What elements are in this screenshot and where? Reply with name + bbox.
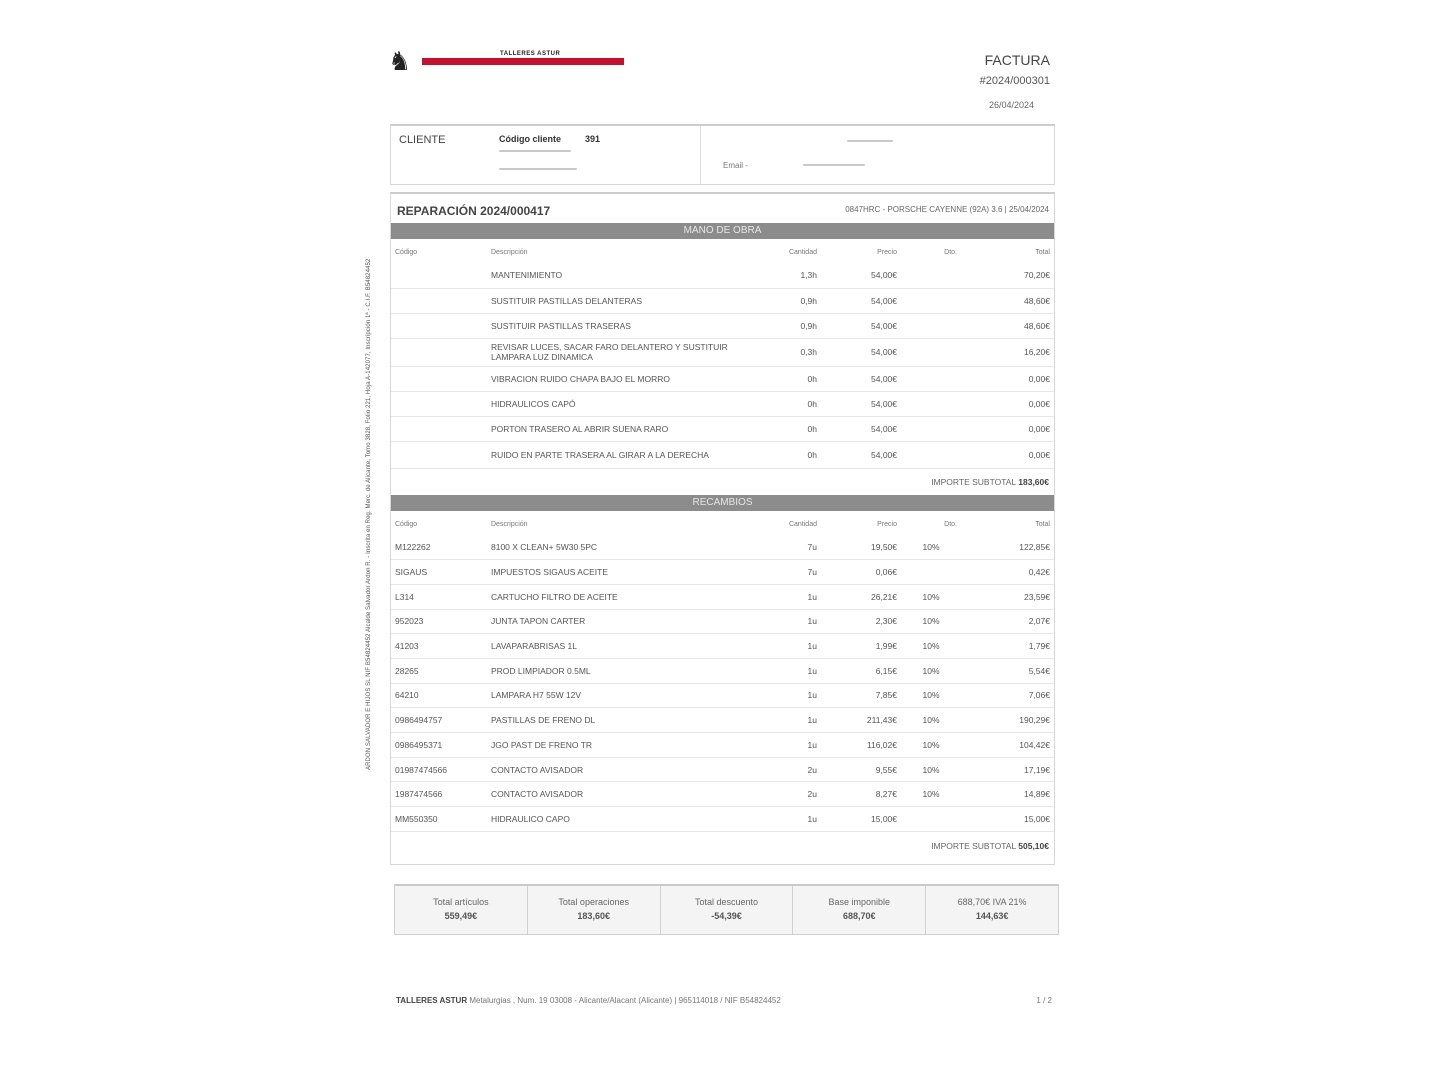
labor-cell-qty: 0h xyxy=(737,391,821,416)
parts-cell-discount: 10% xyxy=(901,634,961,659)
redacted-client-address xyxy=(847,140,893,142)
parts-cell-qty: 7u xyxy=(737,535,821,560)
parts-cell-total: 17,19€ xyxy=(961,757,1054,782)
parts-cell-code: SIGAUS xyxy=(391,560,487,585)
parts-cell-price: 26,21€ xyxy=(821,584,901,609)
parts-cell-code: 64210 xyxy=(391,683,487,708)
footer-address: Metalurgias , Num. 19 03008 - Alicante/Alacant (Alicante) | 965114018 / NIF B54824452 xyxy=(469,996,781,1005)
parts-row xyxy=(391,634,1054,659)
labor-cell-code xyxy=(391,313,487,338)
parts-cell-description: JGO PAST DE FRENO TR xyxy=(487,733,737,758)
labor-row xyxy=(391,391,1054,416)
col-discount: Dto. xyxy=(944,248,957,256)
parts-cell-price: 15,00€ xyxy=(821,807,901,832)
parts-cell-price: 8,27€ xyxy=(821,782,901,807)
labor-cell-discount xyxy=(901,391,961,416)
parts-cell-description: HIDRAULICO CAPO xyxy=(487,807,737,832)
parts-cell-price: 0,06€ xyxy=(821,560,901,585)
parts-cell-qty: 7u xyxy=(737,560,821,585)
labor-cell-qty: 0,9h xyxy=(737,288,821,313)
page-number: 1 / 2 xyxy=(1036,996,1052,1005)
col-code: Código xyxy=(395,248,418,256)
labor-table-header xyxy=(391,241,1054,263)
parts-cell-discount: 10% xyxy=(901,733,961,758)
labor-cell-total: 0,00€ xyxy=(961,391,1054,416)
parts-cell-description: CONTACTO AVISADOR xyxy=(487,757,737,782)
total-label: Total operaciones xyxy=(558,897,629,907)
labor-cell-description: VIBRACION RUIDO CHAPA BAJO EL MORRO xyxy=(487,366,737,391)
labor-section-header: MANO DE OBRA xyxy=(391,223,1054,239)
labor-cell-discount xyxy=(901,338,961,366)
parts-cell-discount xyxy=(901,560,961,585)
labor-cell-code xyxy=(391,441,487,468)
parts-cell-price: 2,30€ xyxy=(821,609,901,634)
labor-subtotal xyxy=(931,477,1049,487)
total-value: 144,63€ xyxy=(975,911,1009,921)
labor-cell-description: REVISAR LUCES, SACAR FARO DELANTERO Y SUSTITUIR LAMPARA LUZ DINAMICA xyxy=(487,338,737,366)
labor-cell-description: SUSTITUIR PASTILLAS TRASERAS xyxy=(487,313,737,338)
parts-cell-qty: 1u xyxy=(737,584,821,609)
parts-cell-total: 1,79€ xyxy=(961,634,1054,659)
parts-cell-code: 0986495371 xyxy=(391,733,487,758)
parts-cell-discount xyxy=(901,807,961,832)
totals-summary xyxy=(394,884,1059,935)
labor-cell-total: 48,60€ xyxy=(961,288,1054,313)
client-code-label: Código cliente xyxy=(499,134,562,144)
parts-subtotal xyxy=(931,841,1049,851)
labor-table xyxy=(391,241,1054,469)
client-email-label: Email - xyxy=(723,161,748,170)
labor-cell-discount xyxy=(901,441,961,468)
labor-cell-qty: 1,3h xyxy=(737,263,821,288)
col-code: Código xyxy=(395,520,418,528)
parts-cell-qty: 1u xyxy=(737,807,821,832)
parts-cell-discount: 10% xyxy=(901,584,961,609)
labor-cell-price: 54,00€ xyxy=(821,263,901,288)
redacted-client-name xyxy=(499,150,571,152)
parts-cell-total: 122,85€ xyxy=(961,535,1054,560)
parts-row xyxy=(391,708,1054,733)
repair-box xyxy=(390,192,1055,865)
invoice-number: #2024/000301 xyxy=(979,75,1050,87)
parts-cell-total: 104,42€ xyxy=(961,733,1054,758)
parts-cell-discount: 10% xyxy=(901,658,961,683)
parts-cell-discount: 10% xyxy=(901,708,961,733)
labor-cell-discount xyxy=(901,313,961,338)
labor-cell-price: 54,00€ xyxy=(821,441,901,468)
labor-cell-description: PORTON TRASERO AL ABRIR SUENA RARO xyxy=(487,416,737,441)
labor-cell-qty: 0,3h xyxy=(737,338,821,366)
parts-cell-discount: 10% xyxy=(901,609,961,634)
col-price: Precio xyxy=(877,248,897,256)
labor-cell-code xyxy=(391,338,487,366)
labor-cell-discount xyxy=(901,263,961,288)
parts-cell-code: 1987474566 xyxy=(391,782,487,807)
total-cell xyxy=(528,886,661,934)
logo-text: TALLERES ASTUR xyxy=(500,51,561,57)
labor-cell-description: RUIDO EN PARTE TRASERA AL GIRAR A LA DERECHA xyxy=(487,441,737,468)
parts-cell-total: 5,54€ xyxy=(961,658,1054,683)
parts-cell-description: IMPUESTOS SIGAUS ACEITE xyxy=(487,560,737,585)
parts-cell-price: 9,55€ xyxy=(821,757,901,782)
parts-table xyxy=(391,513,1054,832)
logo-red-bar xyxy=(422,58,624,65)
labor-row xyxy=(391,441,1054,468)
labor-cell-qty: 0h xyxy=(737,441,821,468)
labor-row xyxy=(391,263,1054,288)
parts-cell-description: JUNTA TAPON CARTER xyxy=(487,609,737,634)
parts-row xyxy=(391,584,1054,609)
labor-cell-code xyxy=(391,391,487,416)
parts-row xyxy=(391,757,1054,782)
labor-cell-qty: 0,9h xyxy=(737,313,821,338)
labor-cell-description: SUSTITUIR PASTILLAS DELANTERAS xyxy=(487,288,737,313)
parts-cell-code: M122262 xyxy=(391,535,487,560)
parts-cell-qty: 1u xyxy=(737,634,821,659)
client-code: 391 xyxy=(585,134,601,144)
total-value: 688,70€ xyxy=(843,911,876,921)
labor-cell-total: 0,00€ xyxy=(961,441,1054,468)
footer-company: TALLERES ASTUR xyxy=(396,996,468,1005)
labor-cell-discount xyxy=(901,416,961,441)
parts-table-header xyxy=(391,513,1054,535)
parts-row xyxy=(391,683,1054,708)
parts-row xyxy=(391,560,1054,585)
labor-row xyxy=(391,338,1054,366)
labor-cell-discount xyxy=(901,288,961,313)
parts-cell-code: 01987474566 xyxy=(391,757,487,782)
parts-cell-code: 952023 xyxy=(391,609,487,634)
redacted-client-email xyxy=(803,164,865,166)
col-total: Total xyxy=(1035,520,1050,528)
parts-cell-description: CONTACTO AVISADOR xyxy=(487,782,737,807)
labor-cell-total: 16,20€ xyxy=(961,338,1054,366)
parts-cell-qty: 2u xyxy=(737,757,821,782)
labor-cell-total: 0,00€ xyxy=(961,416,1054,441)
parts-row xyxy=(391,807,1054,832)
labor-cell-total: 48,60€ xyxy=(961,313,1054,338)
client-label: CLIENTE xyxy=(399,134,446,146)
total-cell xyxy=(395,886,528,934)
parts-cell-qty: 2u xyxy=(737,782,821,807)
labor-cell-price: 54,00€ xyxy=(821,416,901,441)
labor-row xyxy=(391,313,1054,338)
parts-cell-price: 7,85€ xyxy=(821,683,901,708)
parts-row xyxy=(391,609,1054,634)
parts-cell-total: 0,42€ xyxy=(961,560,1054,585)
col-price: Precio xyxy=(877,520,897,528)
parts-cell-code: L314 xyxy=(391,584,487,609)
parts-cell-total: 7,06€ xyxy=(961,683,1054,708)
total-label: 688,70€ IVA 21% xyxy=(957,897,1027,907)
parts-cell-price: 116,02€ xyxy=(821,733,901,758)
labor-cell-code xyxy=(391,288,487,313)
parts-cell-price: 1,99€ xyxy=(821,634,901,659)
labor-cell-total: 70,20€ xyxy=(961,263,1054,288)
repair-title: REPARACIÓN 2024/000417 xyxy=(397,204,551,218)
parts-cell-discount: 10% xyxy=(901,757,961,782)
labor-cell-discount xyxy=(901,366,961,391)
total-value: -54,39€ xyxy=(711,911,742,921)
parts-section-header: RECAMBIOS xyxy=(391,495,1054,511)
labor-row xyxy=(391,416,1054,441)
parts-row xyxy=(391,782,1054,807)
parts-cell-discount: 10% xyxy=(901,535,961,560)
labor-cell-qty: 0h xyxy=(737,416,821,441)
total-label: Total artículos xyxy=(433,897,489,907)
parts-cell-description: LAMPARA H7 55W 12V xyxy=(487,683,737,708)
parts-subtotal-label: IMPORTE SUBTOTAL xyxy=(931,841,1016,851)
horse-logo-icon: ♞ xyxy=(388,46,412,76)
labor-cell-qty: 0h xyxy=(737,366,821,391)
total-value: 559,49€ xyxy=(444,911,478,921)
parts-cell-total: 14,89€ xyxy=(961,782,1054,807)
footer xyxy=(396,996,781,1005)
parts-cell-code: 28265 xyxy=(391,658,487,683)
document-type: FACTURA xyxy=(984,52,1050,68)
labor-cell-price: 54,00€ xyxy=(821,366,901,391)
parts-cell-description: PASTILLAS DE FRENO DL xyxy=(487,708,737,733)
labor-cell-code xyxy=(391,366,487,391)
parts-cell-code: 0986494757 xyxy=(391,708,487,733)
parts-cell-description: LAVAPARABRISAS 1L xyxy=(487,634,737,659)
parts-cell-qty: 1u xyxy=(737,658,821,683)
parts-row xyxy=(391,535,1054,560)
parts-cell-description: PROD LIMPIADOR 0.5ML xyxy=(487,658,737,683)
labor-cell-price: 54,00€ xyxy=(821,288,901,313)
parts-cell-code: MM550350 xyxy=(391,807,487,832)
parts-row xyxy=(391,658,1054,683)
parts-cell-description: CARTUCHO FILTRO DE ACEITE xyxy=(487,584,737,609)
labor-cell-code xyxy=(391,263,487,288)
labor-row xyxy=(391,366,1054,391)
legal-registry-text: ARDON SALVADOR E HIJOS SL NIF B54824452 Alcalde Salvador Ardon R. - Inscrita en Reg. Merc. de Alicante, Tomo 3828, Folio 221, Hoja A-142077, Inscripción 1ª - C.I.F. B54824452 xyxy=(366,258,372,770)
col-description: Descripción xyxy=(491,248,528,256)
parts-cell-price: 19,50€ xyxy=(821,535,901,560)
labor-cell-price: 54,00€ xyxy=(821,391,901,416)
parts-cell-discount: 10% xyxy=(901,683,961,708)
col-discount: Dto. xyxy=(944,520,957,528)
labor-cell-total: 0,00€ xyxy=(961,366,1054,391)
invoice-date: 26/04/2024 xyxy=(988,100,1034,110)
col-qty: Cantidad xyxy=(788,248,817,256)
labor-subtotal-label: IMPORTE SUBTOTAL xyxy=(931,477,1016,487)
parts-cell-total: 2,07€ xyxy=(961,609,1054,634)
total-value: 183,60€ xyxy=(577,911,610,921)
total-label: Base imponible xyxy=(828,897,891,907)
parts-cell-qty: 1u xyxy=(737,683,821,708)
parts-cell-price: 6,15€ xyxy=(821,658,901,683)
client-box-divider xyxy=(700,126,701,184)
repair-vehicle: 0847HRC - PORSCHE CAYENNE (92A) 3.6 | 25/04/2024 xyxy=(845,205,1049,214)
parts-cell-discount: 10% xyxy=(901,782,961,807)
labor-cell-price: 54,00€ xyxy=(821,338,901,366)
total-label: Total descuento xyxy=(694,897,759,907)
parts-subtotal-value: 505,10€ xyxy=(1018,841,1049,851)
labor-row xyxy=(391,288,1054,313)
col-description: Descripción xyxy=(491,520,528,528)
labor-subtotal-value: 183,60€ xyxy=(1018,477,1049,487)
parts-cell-qty: 1u xyxy=(737,708,821,733)
parts-cell-code: 41203 xyxy=(391,634,487,659)
labor-cell-description: MANTENIMIENTO xyxy=(487,263,737,288)
total-cell xyxy=(661,886,794,934)
parts-cell-qty: 1u xyxy=(737,733,821,758)
parts-row xyxy=(391,733,1054,758)
parts-cell-qty: 1u xyxy=(737,609,821,634)
total-cell xyxy=(926,886,1058,934)
parts-cell-total: 190,29€ xyxy=(961,708,1054,733)
parts-cell-price: 211,43€ xyxy=(821,708,901,733)
parts-cell-total: 15,00€ xyxy=(961,807,1054,832)
col-qty: Cantidad xyxy=(788,520,817,528)
total-cell xyxy=(793,886,926,934)
labor-cell-price: 54,00€ xyxy=(821,313,901,338)
col-total: Total xyxy=(1035,248,1050,256)
company-logo xyxy=(388,46,628,76)
parts-cell-total: 23,59€ xyxy=(961,584,1054,609)
labor-cell-code xyxy=(391,416,487,441)
redacted-client-nif xyxy=(499,168,577,170)
labor-cell-description: HIDRAULICOS CAPÓ xyxy=(487,391,737,416)
client-box xyxy=(390,124,1055,185)
parts-cell-description: 8100 X CLEAN+ 5W30 5PC xyxy=(487,535,737,560)
